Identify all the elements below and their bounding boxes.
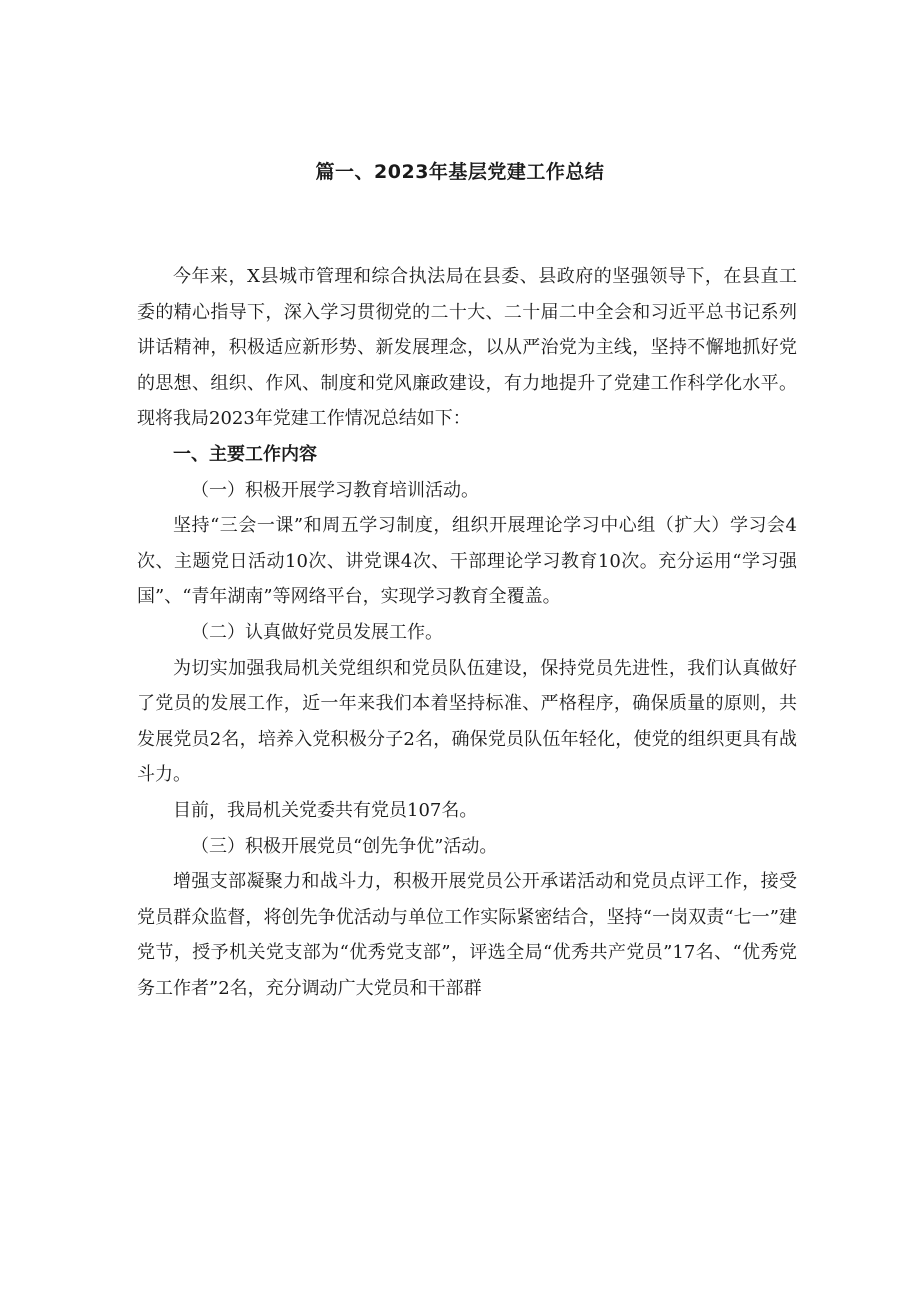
subsection-heading-excellence: （三）积极开展党员“创先争优”活动。 (191, 835, 498, 857)
study-paragraph: 坚持“三会一课”和周五学习制度，组织开展理论学习中心组（扩大）学习会4次、主题党日活动10次、讲党课4次、干部理论学习教育10次。充分运用“学习强国”、“青年湖南”等网络平台，实现学习教育全覆盖。 (137, 515, 797, 608)
subsection-heading-study: （一）积极开展学习教育培训活动。 (191, 479, 479, 501)
section-heading-main-work: 一、主要工作内容 (173, 443, 317, 465)
subsection-heading-member-development: （二）认真做好党员发展工作。 (191, 621, 443, 643)
excellence-paragraph: 增强支部凝聚力和战斗力，积极开展党员公开承诺活动和党员点评工作，接受党员群众监督，将创先争优活动与单位工作实际紧密结合，坚持“一岗双责“七一”建党节，授予机关党支部为“优秀党支部”，评选全局“优秀共产党员”17名、“优秀党务工作者”2名，充分调动广大党员和干部群 (137, 871, 797, 999)
document-title: 篇一、2023年基层党建工作总结 (315, 161, 605, 183)
intro-paragraph: 今年来，X县城市管理和综合执法局在县委、县政府的坚强领导下，在县直工委的精心指导下，深入学习贯彻党的二十大、二十届二中全会和习近平总书记系列讲话精神，积极适应新形势、新发展理念，以从严治党为主线，坚持不懈地抓好党的思想、组织、作风、制度和党风廉政建设，有力地提升了党建工作科学化水平。现将我局2023年党建工作情况总结如下： (137, 266, 797, 430)
document-body (137, 259, 797, 1006)
member-development-paragraph: 为切实加强我局机关党组织和党员队伍建设，保持党员先进性，我们认真做好了党员的发展工作，近一年来我们本着坚持标准、严格程序，确保质量的原则，共发展党员2名，培养入党积极分子2名，确保党员队伍年轻化，使党的组织更具有战斗力。 (137, 657, 797, 786)
member-count-paragraph: 目前，我局机关党委共有党员107名。 (173, 799, 478, 821)
